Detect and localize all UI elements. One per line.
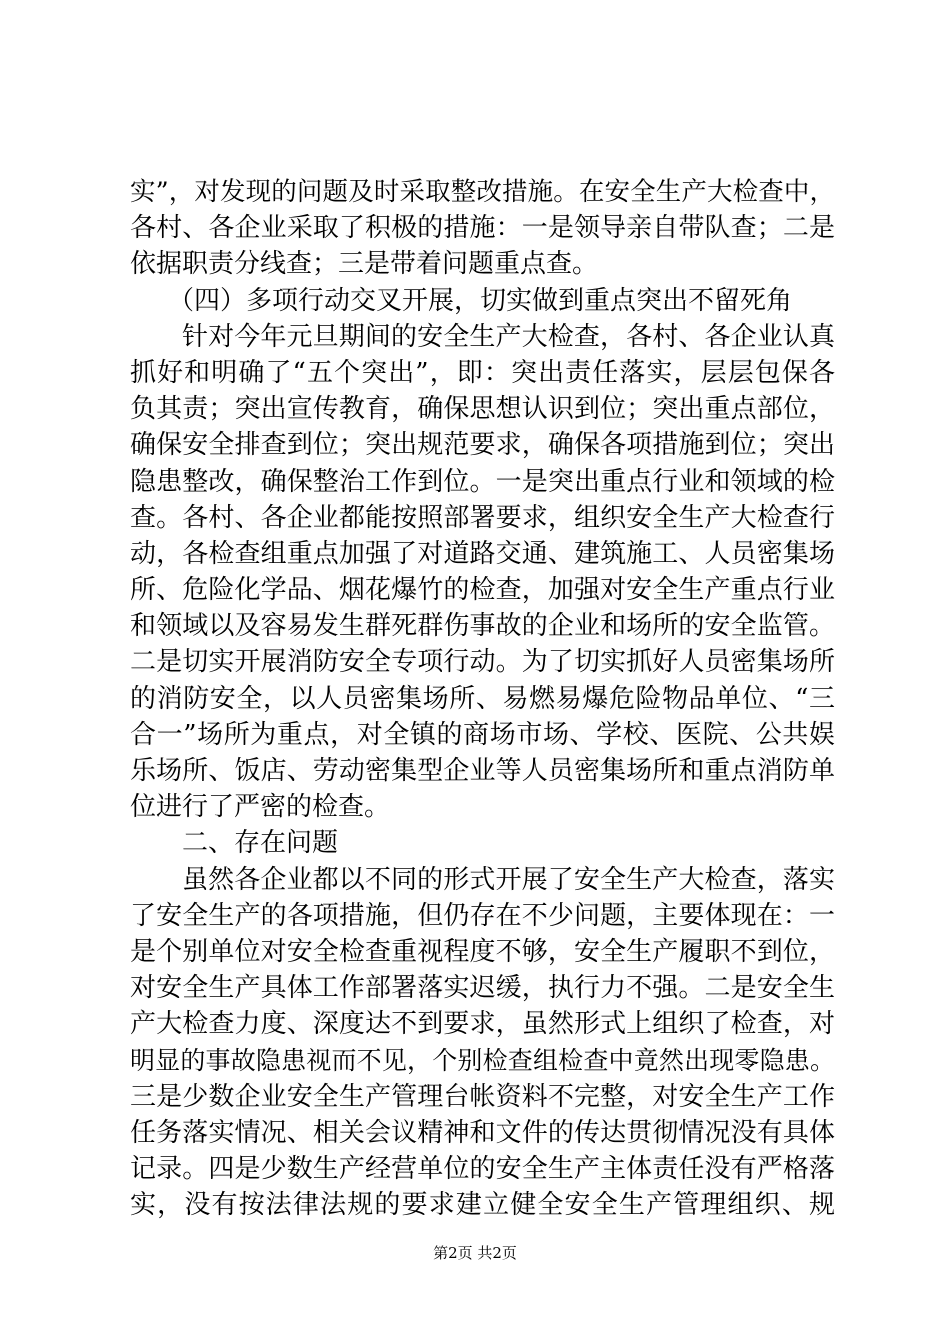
text-line: 三是少数企业安全生产管理台帐资料不完整，对安全生产工作 [130,1081,835,1112]
text-line: 确保安全排查到位；突出规范要求，确保各项措施到位；突出 [130,430,835,461]
text-line: 产大检查力度、深度达不到要求，虽然形式上组织了检查，对 [130,1009,835,1040]
text-line: 所、危险化学品、烟花爆竹的检查，加强对安全生产重点行业 [130,575,835,606]
document-body [130,174,835,1223]
text-line: 和领域以及容易发生群死群伤事故的企业和场所的安全监管。 [130,611,835,642]
text-line: 动，各检查组重点加强了对道路交通、建筑施工、人员密集场 [130,538,835,569]
text-line: （四）多项行动交叉开展，切实做到重点突出不留死角 [168,285,793,316]
text-line: 二、存在问题 [182,828,339,859]
text-line: 实，没有按法律法规的要求建立健全安全生产管理组织、规 [130,1190,835,1221]
text-line: 的消防安全，以人员密集场所、易燃易爆危险物品单位、“三 [130,683,835,714]
text-line: 实”，对发现的问题及时采取整改措施。在安全生产大检查中， [130,177,835,207]
text-line: 二是切实开展消防安全专项行动。为了切实抓好人员密集场所 [130,647,835,678]
text-line: 对安全生产具体工作部署落实迟缓，执行力不强。二是安全生 [130,973,835,1004]
text-line: 隐患整改，确保整治工作到位。一是突出重点行业和领域的检 [130,466,835,497]
text-line: 乐场所、饭店、劳动密集型企业等人员密集场所和重点消防单 [130,756,835,786]
page-footer: 第2页 共2页 [433,1244,517,1262]
text-line: 各村、各企业采取了积极的措施：一是领导亲自带队查；二是 [130,213,835,244]
text-line: 依据职责分线查；三是带着问题重点查。 [130,249,599,280]
text-line: 记录。四是少数生产经营单位的安全生产主体责任没有严格落 [130,1154,835,1185]
text-line: 是个别单位对安全检查重视程度不够，安全生产履职不到位， [130,936,835,967]
text-line: 虽然各企业都以不同的形式开展了安全生产大检查，落实 [182,864,835,895]
text-line: 合一”场所为重点，对全镇的商场市场、学校、医院、公共娱 [130,719,835,750]
text-line: 查。各村、各企业都能按照部署要求，组织安全生产大检查行 [130,502,835,533]
text-line: 了安全生产的各项措施，但仍存在不少问题，主要体现在：一 [130,900,835,931]
text-line: 负其责；突出宣传教育，确保思想认识到位；突出重点部位， [130,394,835,425]
text-line: 任务落实情况、相关会议精神和文件的传达贯彻情况没有具体 [130,1117,835,1148]
text-line: 位进行了严密的检查。 [130,792,391,823]
text-line: 明显的事故隐患视而不见，个别检查组检查中竟然出现零隐患。 [130,1045,835,1075]
text-line: 针对今年元旦期间的安全生产大检查，各村、各企业认真 [182,321,835,352]
text-line: 抓好和明确了“五个突出”，即：突出责任落实，层层包保各 [130,357,835,388]
